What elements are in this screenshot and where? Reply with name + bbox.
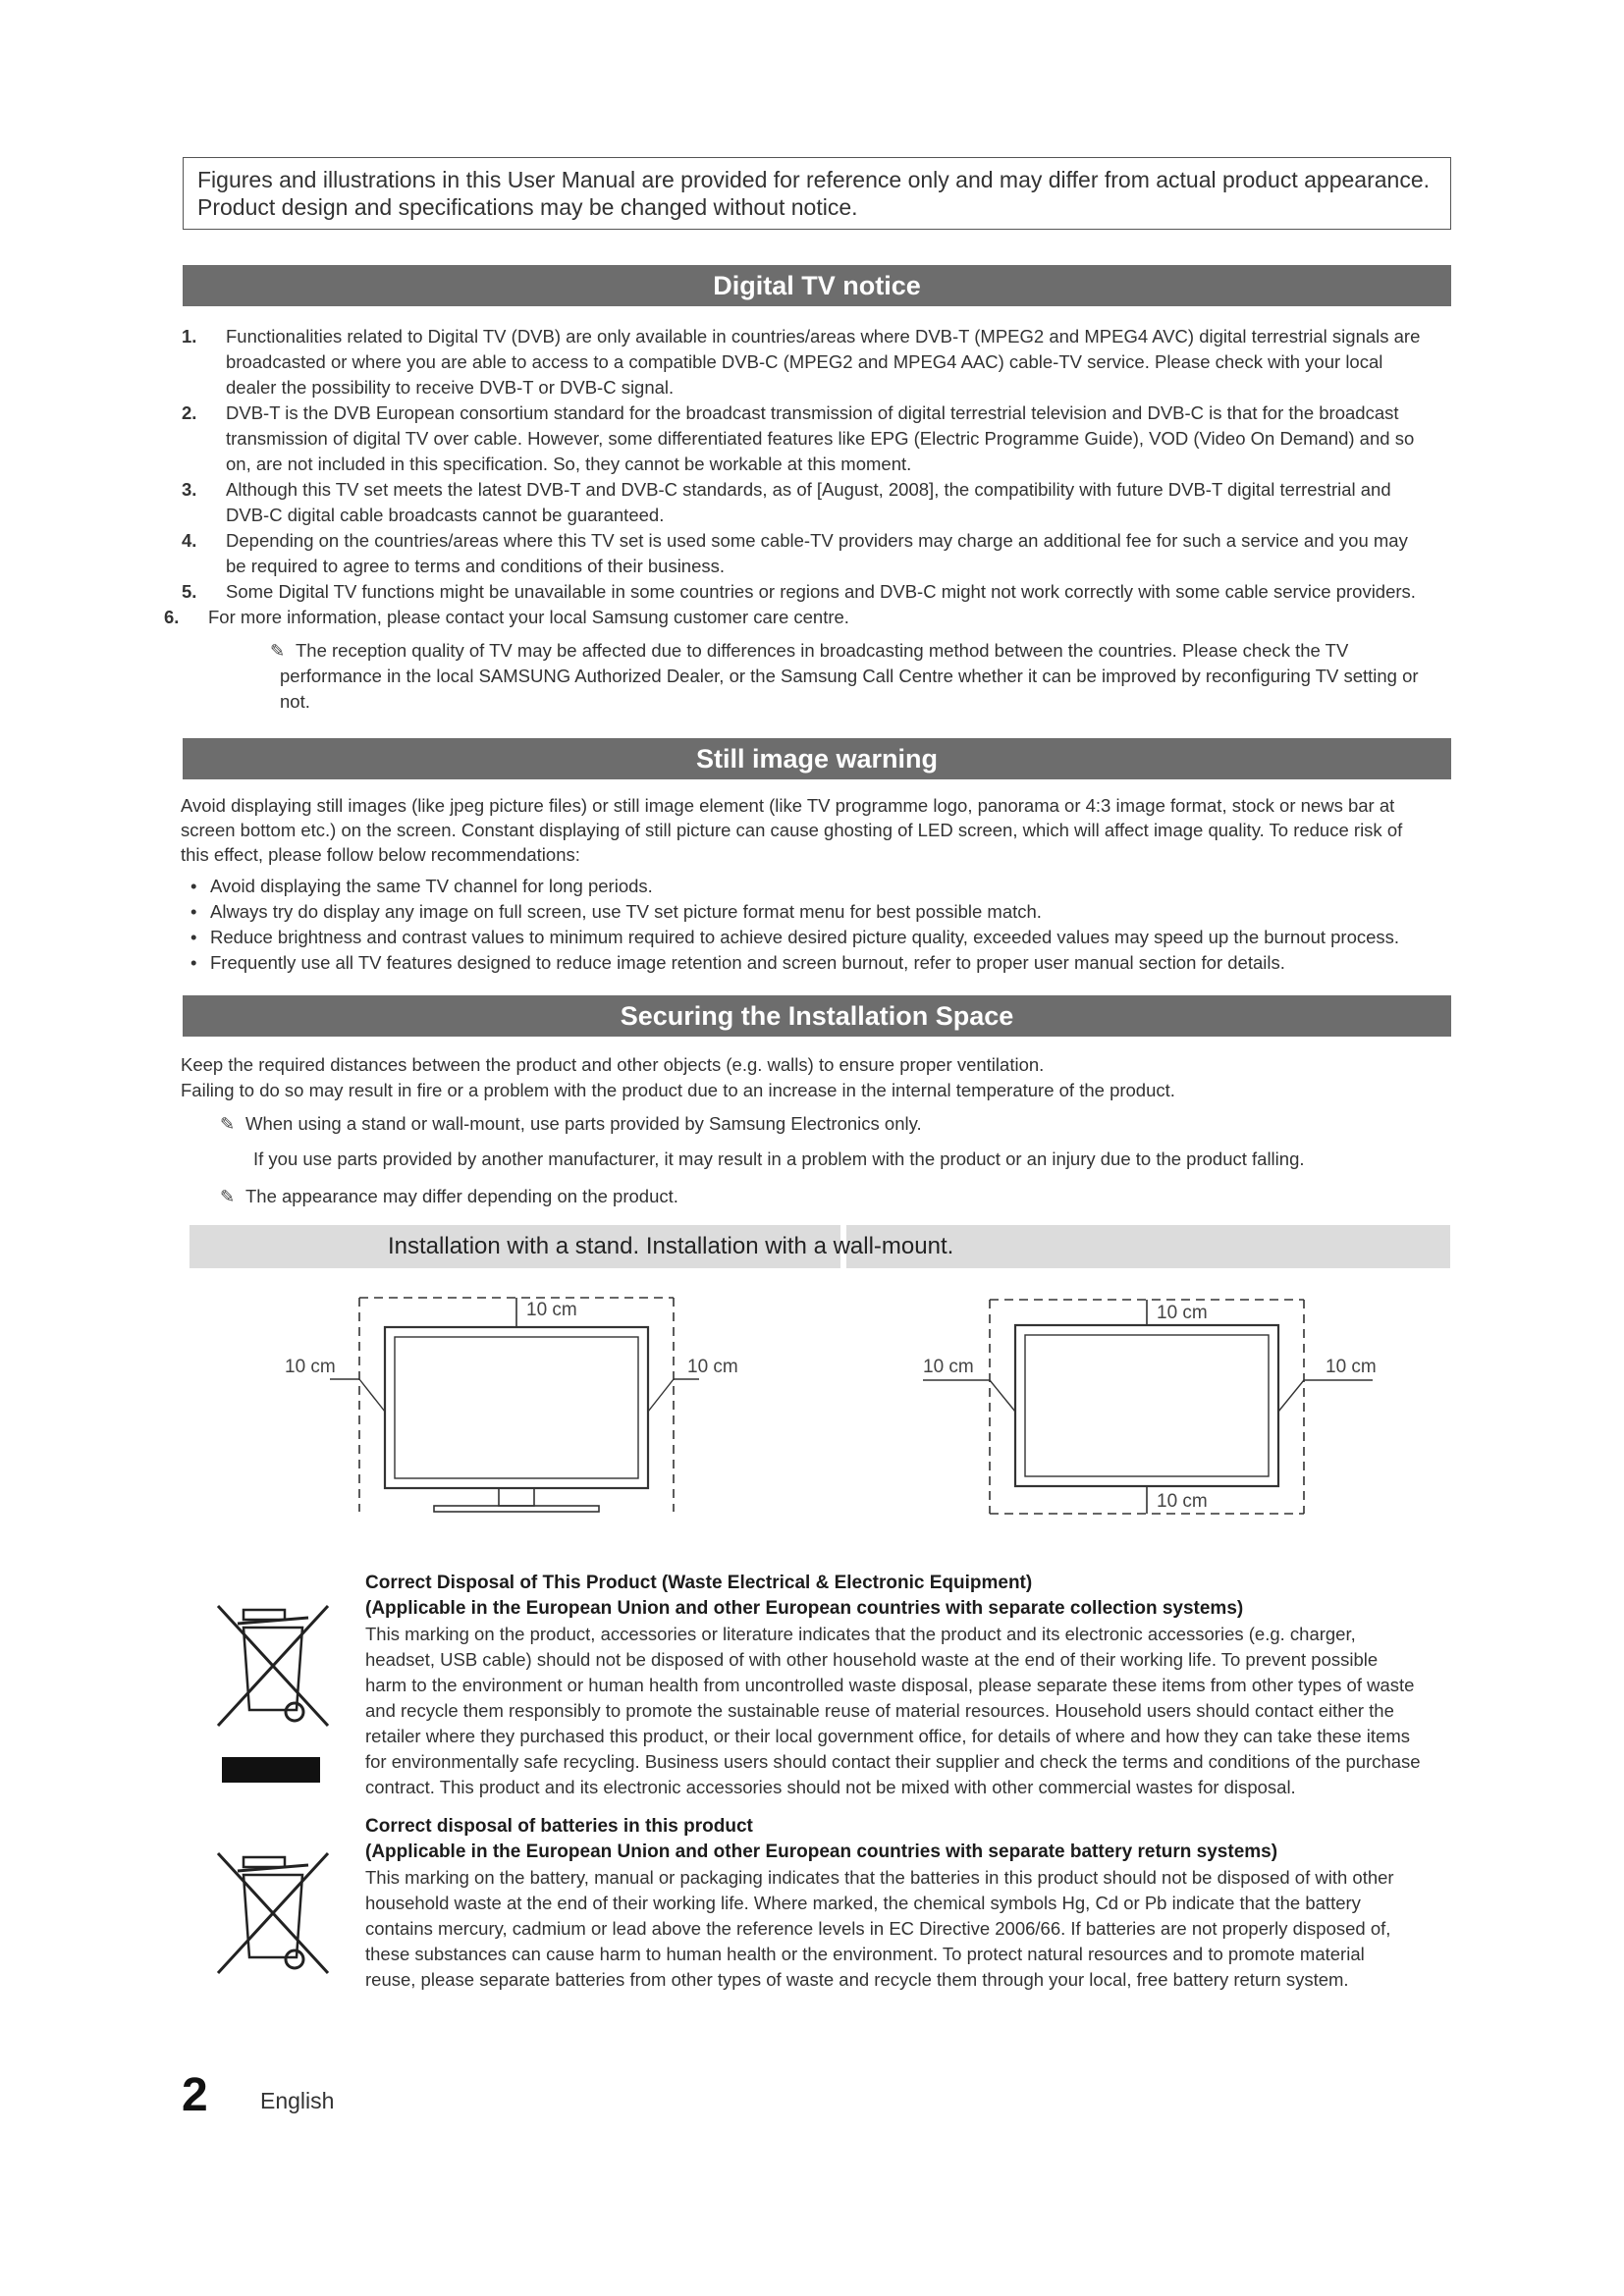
body-line: and recycle them responsibly to promote the sustainable reuse of material resources. Household users should contact either the xyxy=(365,1700,1394,1721)
body-line: This marking on the product, accessories or literature indicates that the product and its electronic accessories (e.g. charger, xyxy=(365,1624,1356,1644)
list-item-text: Although this TV set meets the latest DVB-T and DVB-C standards, as of [August, 2008], the compatibility with future DVB-T digital terrestrial and xyxy=(226,479,1391,500)
list-item xyxy=(177,579,1453,605)
digital-tv-list xyxy=(164,324,1453,630)
intro-line: this effect, please follow below recommendations: xyxy=(181,844,580,865)
disclaimer-line-2: Product design and specifications may be changed without notice. xyxy=(197,194,858,220)
installation-note-1-text: When using a stand or wall-mount, use parts provided by Samsung Electronics only. xyxy=(245,1113,922,1134)
bullet-item xyxy=(187,874,1463,899)
still-image-bullets xyxy=(187,874,1463,976)
battery-subtitle: (Applicable in the European Union and other European countries with separate battery return systems) xyxy=(365,1842,1278,1862)
list-item-text: Functionalities related to Digital TV (DVB) are only available in countries/areas where DVB-T (MPEG2 and MPEG4 AVC) digital terrestrial signals are xyxy=(226,326,1421,347)
note-line: performance in the local SAMSUNG Authorized Dealer, or the Samsung Call Centre whether it can be improved by reconfiguring TV setting or xyxy=(280,666,1419,686)
bullet-text: Reduce brightness and contrast values to minimum required to achieve desired picture quality, exceeded values may speed up the burnout process. xyxy=(210,927,1400,947)
bullet-item xyxy=(187,899,1463,925)
list-item-text: DVB-T is the DVB European consortium standard for the broadcast transmission of digital terrestrial television and DVB-C is that for the broadcast xyxy=(226,402,1399,423)
list-item xyxy=(177,324,1453,400)
installation-line-2: Failing to do so may result in fire or a problem with the product due to an increase in the internal temperature of the product. xyxy=(181,1080,1175,1100)
body-line: contract. This product and its electronic accessories should not be mixed with other commercial wastes for disposal. xyxy=(365,1777,1296,1797)
list-item-text: be required to agree to terms and conditions of their business. xyxy=(226,556,726,576)
list-item-number: 2. xyxy=(182,402,197,423)
list-item xyxy=(177,477,1453,528)
installation-note-2 xyxy=(220,1186,678,1207)
note-pencil-icon: ✎ xyxy=(220,1114,236,1134)
list-item xyxy=(177,400,1453,477)
bullet-text: Frequently use all TV features designed to reduce image retention and screen burnout, refer to proper user manual section for details. xyxy=(210,952,1285,973)
list-item-text: transmission of digital TV over cable. However, some differentiated features like EPG (Electric Programme Guide), VOD (Video On Demand) and so xyxy=(226,428,1415,449)
bullet-item xyxy=(187,950,1463,976)
list-item-number: 3. xyxy=(182,479,197,500)
bullet-text: Avoid displaying the same TV channel for long periods. xyxy=(210,876,653,896)
note-line xyxy=(270,638,1448,664)
bullet-item xyxy=(187,925,1463,950)
list-item-text: dealer the possibility to receive DVB-T or DVB-C signal. xyxy=(226,377,675,398)
still-image-intro xyxy=(181,793,1453,867)
body-line: This marking on the battery, manual or packaging indicates that the batteries in this product should not be disposed of with other xyxy=(365,1867,1394,1888)
weee-title: Correct Disposal of This Product (Waste Electrical & Electronic Equipment) xyxy=(365,1573,1033,1593)
section-header-installation: Securing the Installation Space xyxy=(183,995,1451,1037)
list-item-number: 4. xyxy=(182,530,197,551)
intro-line: Avoid displaying still images (like jpeg picture files) or still image element (like TV programme logo, panorama or 4:3 image format, stock or news bar at xyxy=(181,795,1395,816)
installation-caption-bar xyxy=(189,1225,1450,1268)
battery-disposal-section xyxy=(365,1814,1455,1993)
list-item xyxy=(177,528,1453,579)
clearance-diagrams xyxy=(183,1286,1459,1541)
installation-note-1-sub: If you use parts provided by another manufacturer, it may result in a problem with the product or an injury due to the product falling. xyxy=(253,1148,1305,1169)
bullet-text: Always try do display any image on full screen, use TV set picture format menu for best possible match. xyxy=(210,901,1042,922)
note-pencil-icon: ✎ xyxy=(220,1187,236,1206)
page-language: English xyxy=(260,2088,335,2113)
bullet-dot-icon: • xyxy=(190,901,197,922)
note-pencil-icon: ✎ xyxy=(270,641,286,661)
list-item-text: For more information, please contact your local Samsung customer care centre. xyxy=(208,607,849,627)
list-item-text: Some Digital TV functions might be unavailable in some countries or regions and DVB-C might not work correctly with some cable service providers. xyxy=(226,581,1416,602)
wall-right-distance-label: 10 cm xyxy=(1326,1357,1377,1377)
installation-note-2-text: The appearance may differ depending on the product. xyxy=(245,1186,678,1206)
installation-note-1 xyxy=(220,1113,922,1135)
crossed-out-wheelie-bin-icon xyxy=(214,1602,332,1789)
note-line: not. xyxy=(280,691,310,712)
body-line: these substances can cause harm to human health or the environment. To protect natural resources and to promote material xyxy=(365,1944,1365,1964)
digital-tv-note xyxy=(270,638,1448,715)
list-item-number: 6. xyxy=(164,607,180,627)
list-item-number: 5. xyxy=(182,581,197,602)
body-line: contains mercury, cadmium or lead above the reference levels in EC Directive 2006/66. If batteries are not properly disposed of, xyxy=(365,1918,1391,1939)
battery-title: Correct disposal of batteries in this product xyxy=(365,1816,753,1837)
wall-bottom-distance-label: 10 cm xyxy=(1157,1491,1208,1512)
crossed-out-battery-bin-icon xyxy=(214,1849,332,1987)
section-header-digital-tv: Digital TV notice xyxy=(183,265,1451,306)
installation-caption: Installation with a stand. Installation with a wall-mount. xyxy=(388,1233,954,1259)
list-item-text: Depending on the countries/areas where this TV set is used some cable-TV providers may charge an additional fee for such a service and you may xyxy=(226,530,1408,551)
weee-subtitle: (Applicable in the European Union and other European countries with separate collection systems) xyxy=(365,1598,1244,1619)
wall-left-distance-label: 10 cm xyxy=(923,1357,974,1377)
section-header-still-image: Still image warning xyxy=(183,738,1451,779)
body-line: reuse, please separate batteries from other types of waste and recycle them through your local, free battery return system. xyxy=(365,1969,1349,1990)
list-item-text: broadcasted or where you are able to access to a compatible DVB-C (MPEG2 and MPEG4 AAC) cable-TV service. Please check with your local xyxy=(226,351,1383,372)
body-line: household waste at the end of their working life. Where marked, the chemical symbols Hg, Cd or Pb indicate that the battery xyxy=(365,1893,1361,1913)
battery-body xyxy=(365,1865,1455,1993)
intro-line: screen bottom etc.) on the screen. Constant displaying of still picture can cause ghosting of LED screen, which will affect image quality. To reduce risk of xyxy=(181,820,1403,840)
stand-left-distance-label: 10 cm xyxy=(285,1357,336,1377)
body-line: headset, USB cable) should not be disposed of with other household waste at the end of their working life. To prevent possible xyxy=(365,1649,1379,1670)
body-line: for environmentally safe recycling. Business users should contact their supplier and check the terms and conditions of the purchase xyxy=(365,1751,1421,1772)
bullet-dot-icon: • xyxy=(190,927,197,947)
weee-disposal-section xyxy=(365,1571,1455,1800)
list-item-number: 1. xyxy=(182,326,197,347)
list-item-text: on, are not included in this specification. So, they cannot be workable at this moment. xyxy=(226,454,912,474)
stand-top-distance-label: 10 cm xyxy=(526,1300,577,1320)
stand-clearance-diagram xyxy=(285,1298,738,1512)
wall-mount-clearance-diagram xyxy=(923,1300,1377,1514)
wall-top-distance-label: 10 cm xyxy=(1157,1303,1208,1323)
weee-body xyxy=(365,1622,1455,1800)
bullet-dot-icon: • xyxy=(190,952,197,973)
list-item xyxy=(164,605,1453,630)
bullet-dot-icon: • xyxy=(190,876,197,896)
body-line: retailer where they purchased this product, or their local government office, for details of where and how they can take these items xyxy=(365,1726,1410,1746)
stand-right-distance-label: 10 cm xyxy=(687,1357,738,1377)
disclaimer-box xyxy=(183,157,1451,230)
disclaimer-line-1: Figures and illustrations in this User Manual are provided for reference only and may differ from actual product appearance. xyxy=(197,167,1431,192)
note-text: The reception quality of TV may be affected due to differences in broadcasting method between the countries. Please check the TV xyxy=(296,640,1349,661)
body-line: harm to the environment or human health from uncontrolled waste disposal, please separate these items from other types of waste xyxy=(365,1675,1415,1695)
list-item-text: DVB-C digital cable broadcasts cannot be guaranteed. xyxy=(226,505,665,525)
installation-line-1: Keep the required distances between the product and other objects (e.g. walls) to ensure proper ventilation. xyxy=(181,1054,1045,1075)
page-number: 2 xyxy=(182,2069,208,2121)
